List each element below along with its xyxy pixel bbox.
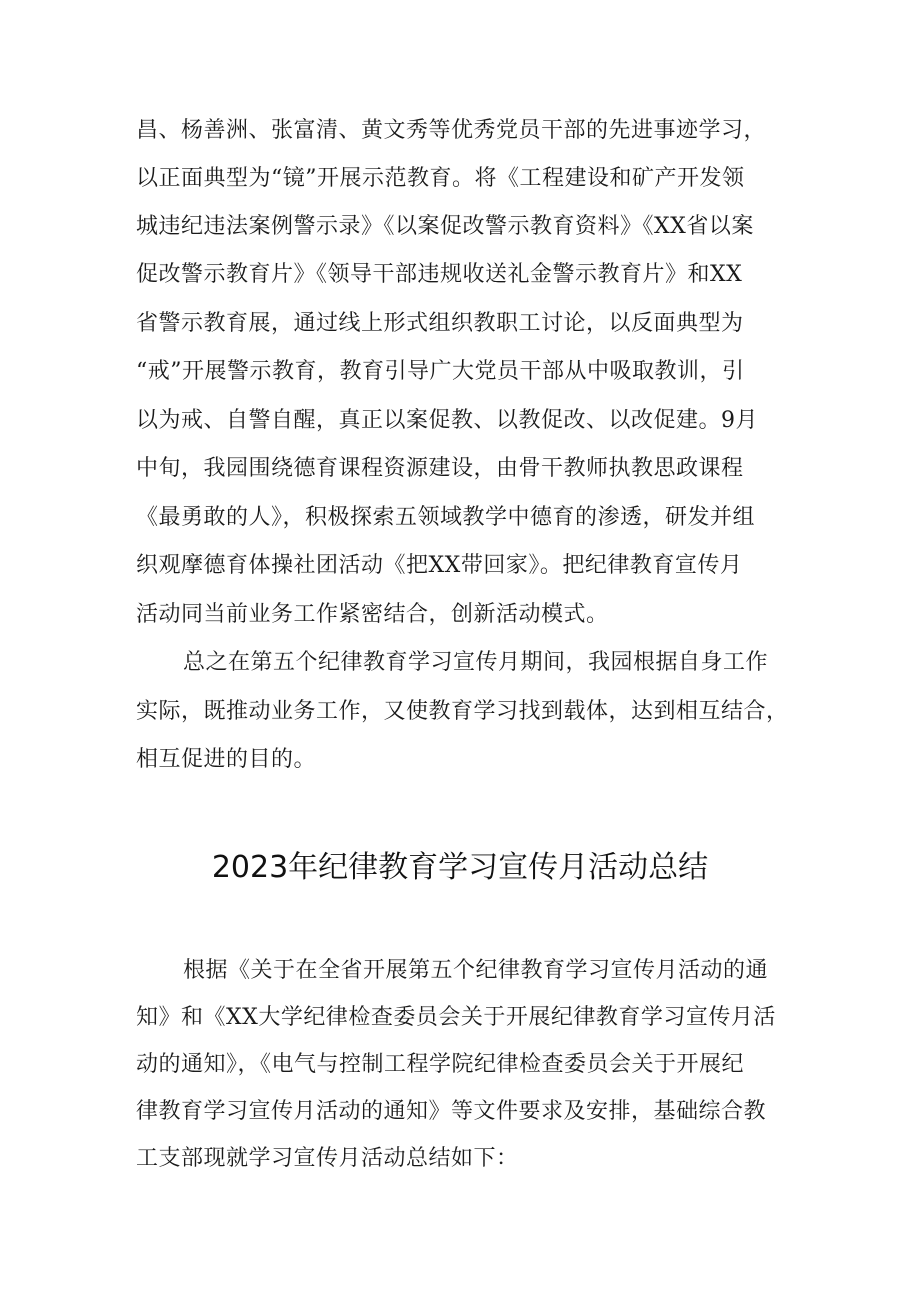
text-line: 以为戒、自警自醒，真正以案促教、以教促改、以改促建。9月 — [136, 408, 758, 433]
text-line: 知》和《XX大学纪律检查委员会关于开展纪律教育学习宣传月活 — [136, 1005, 776, 1030]
text-line: 织观摩德育体操社团活动《把XX带回家》。把纪律教育宣传月 — [136, 553, 743, 578]
text-line: 《最勇敢的人》，积极探索五领域教学中德育的渗透，研发并组 — [136, 505, 756, 530]
text-line: 律教育学习宣传月活动的通知》等文件要求及安排，基础综合教 — [136, 1099, 767, 1124]
text-line: 中旬，我园围绕德育课程资源建设，由骨干教师执教思政课程 — [136, 456, 744, 481]
text-line: “戒”开展警示教育，教育引导广大党员干部从中吸取教训，引 — [136, 359, 745, 384]
text-line: 昌、杨善洲、张富清、黄文秀等优秀党员干部的先进事迹学习， — [136, 118, 767, 143]
text-line: 活动同当前业务工作紧密结合，创新活动模式。 — [136, 602, 609, 627]
text-line: 总之在第五个纪律教育学习宣传月期间，我园根据自身工作 — [183, 650, 769, 675]
text-line: 省警示教育展，通过线上形式组织教职工讨论，以反面典型为 — [136, 311, 744, 336]
text-line: 实际，既推动业务工作，又使教育学习找到载体，达到相互结合， — [136, 699, 789, 724]
document-title: 2023年纪律教育学习宣传月活动总结 — [211, 850, 709, 885]
text-line: 工支部现就学习宣传月活动总结如下： — [136, 1146, 519, 1171]
text-line: 根据《关于在全省开展第五个纪律教育学习宣传月活动的通 — [183, 958, 769, 983]
text-line: 城违纪违法案例警示录》《以案促改警示教育资料》《XX省以案 — [136, 214, 754, 239]
text-line: 促改警示教育片》《领导干部违规收送礼金警示教育片》和XX — [136, 262, 743, 287]
text-line: 动的通知》，《电气与控制工程学院纪律检查委员会关于开展纪 — [136, 1052, 745, 1077]
text-line: 相互促进的目的。 — [136, 747, 317, 772]
text-line: 以正面典型为“镜”开展示范教育。将《工程建设和矿产开发领 — [136, 166, 745, 191]
